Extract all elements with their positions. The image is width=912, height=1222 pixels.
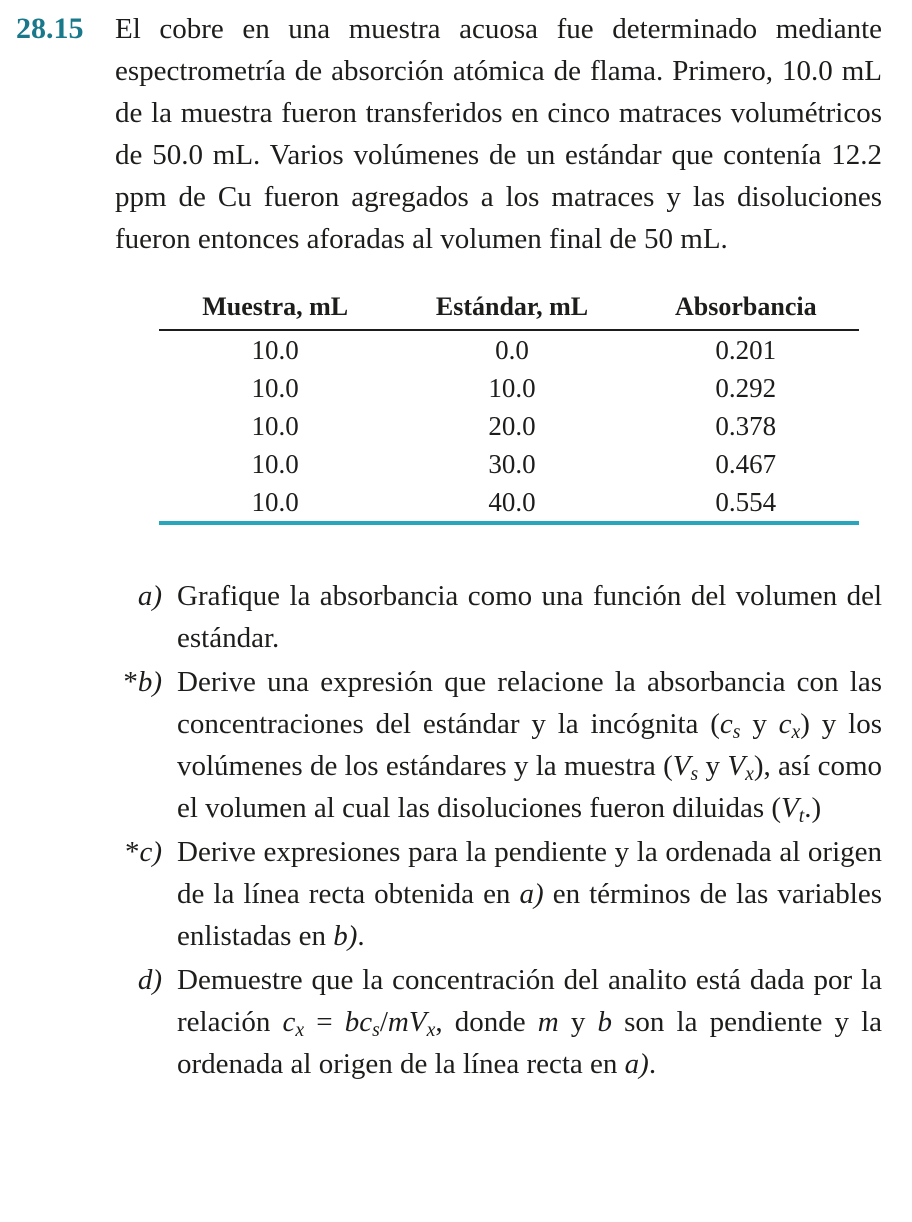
item-letter: d): [137, 964, 162, 996]
item-letter: c): [139, 836, 162, 868]
problem-number: 28.15: [16, 12, 84, 45]
list-item-b: [115, 661, 882, 829]
problem-body: [115, 8, 882, 1214]
table-cell: 0.554: [715, 487, 777, 517]
table-cell: 30.0: [488, 449, 536, 479]
table-cell: 10.0: [251, 335, 299, 365]
item-text: Grafique la absorbancia como una función del volumen del estándar.: [177, 580, 882, 654]
table-cell: 0.201: [715, 335, 777, 365]
table-cell: 20.0: [488, 411, 536, 441]
table-header-absorbancia: Absorbancia: [633, 290, 859, 330]
problem-parts-list: [115, 575, 882, 1085]
table-cell: 40.0: [488, 487, 536, 517]
problem-intro-paragraph: El cobre en una muestra acuosa fue determinado mediante espectrometría de absorción atómica de flama. Primero, 10.0 mL de la muestra fueron transferidos en cinco matraces volumétricos de 50.0 mL. Varios volúmenes de un estándar que contenía 12.2 ppm de Cu fueron agregados a los matraces y las disoluciones fueron entonces aforadas al volumen final de 50 mL.: [115, 13, 882, 255]
item-star: *: [124, 836, 140, 868]
table-row: [159, 330, 859, 369]
item-text: Demuestre que la concentración del analito está dada por la relación $c_x = bc_s/mV_x$, donde m y b son la pendiente y la ordenada al origen de la línea recta en a).: [177, 964, 883, 1080]
table-cell: 0.378: [715, 411, 777, 441]
list-item-a: [115, 575, 882, 659]
table-cell: 10.0: [251, 373, 299, 403]
item-label: [115, 661, 177, 829]
table-cell: 10.0: [251, 411, 299, 441]
item-label: [115, 959, 177, 1085]
item-letter: b): [137, 666, 162, 698]
table-header-row: [159, 290, 859, 330]
table-cell: 0.0: [495, 335, 529, 365]
table-header-estandar: Estándar, mL: [391, 290, 632, 330]
item-label: [115, 831, 177, 957]
table-row: [159, 369, 859, 407]
item-star: *: [123, 666, 138, 698]
list-item-d: [115, 959, 882, 1085]
table-cell: 0.467: [715, 449, 777, 479]
item-letter: a): [137, 580, 162, 612]
table-row: [159, 407, 859, 445]
table-row: [159, 445, 859, 483]
table-cell: 0.292: [715, 373, 777, 403]
list-item-c: [115, 831, 882, 957]
table-cell: 10.0: [488, 373, 536, 403]
item-text: Derive expresiones para la pendiente y la ordenada al origen de la línea recta obtenida en a) en términos de las variables enlistadas en b).: [177, 836, 882, 952]
table-cell: 10.0: [251, 487, 299, 517]
table-row: [159, 483, 859, 523]
item-label: [115, 575, 177, 659]
table-header-muestra: Muestra, mL: [159, 290, 391, 330]
table-cell: 10.0: [251, 449, 299, 479]
data-table: [159, 290, 859, 525]
item-text: Derive una expresión que relacione la absorbancia con las concentraciones del estándar y la incógnita ($c_s$ y $c_x$) y los volúmenes de los estándares y la muestra ($V_s$ y $V_x$), así como el volumen al cual las disoluciones fueron diluidas $(V_t.)$: [177, 666, 883, 827]
